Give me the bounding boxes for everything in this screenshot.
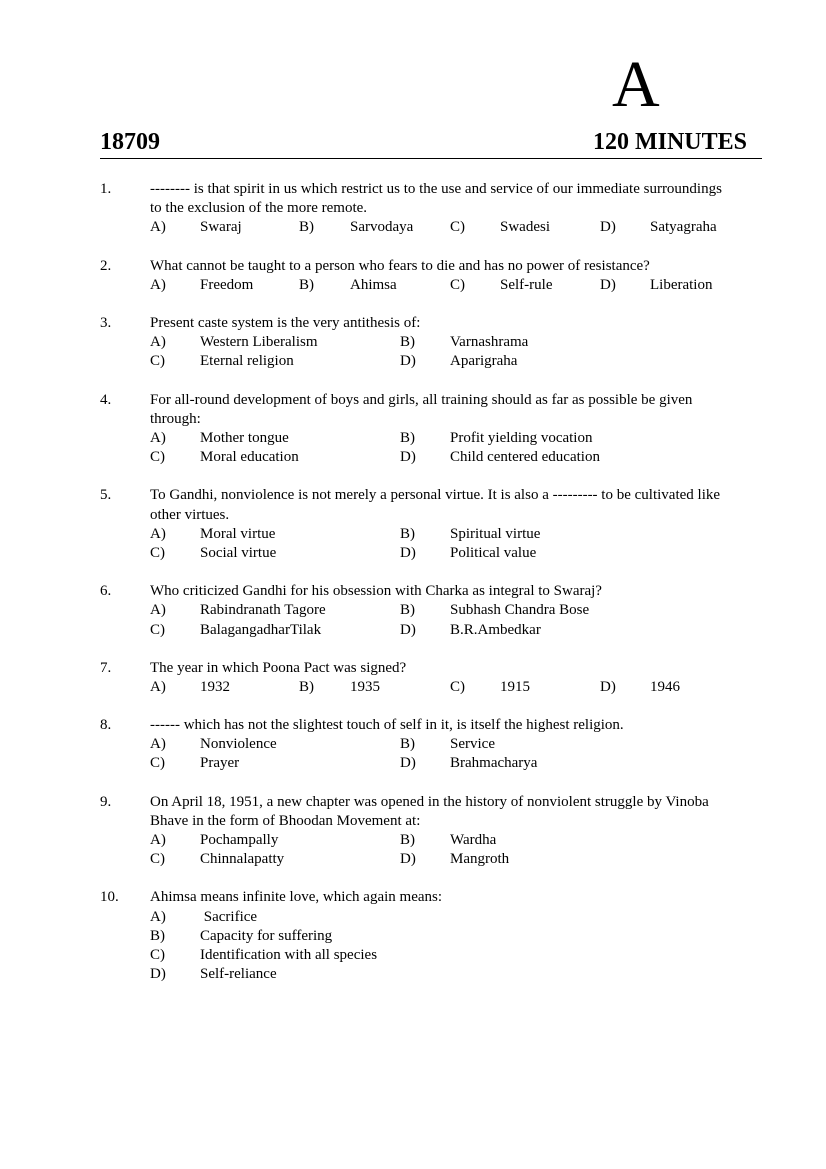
option-row: [0, 218, 826, 237]
option-label: B): [400, 736, 415, 753]
option-label: B): [299, 276, 314, 293]
option-row: [0, 965, 826, 984]
option-label: C): [150, 353, 165, 370]
option-row: [0, 678, 826, 697]
option-label: B): [400, 429, 415, 446]
question-number: 3.: [100, 314, 112, 331]
option-row: [0, 831, 826, 850]
question-text: ------ which has not the slightest touch of self in it, is itself the highest religion.: [150, 717, 624, 734]
option-label: D): [600, 276, 616, 293]
option-row: [0, 352, 826, 371]
option-row: [0, 946, 826, 965]
option-row: [0, 735, 826, 754]
question-text: To Gandhi, nonviolence is not merely a personal virtue. It is also a --------- to be cultivated like other virtues.: [150, 487, 721, 523]
option-text: Self-rule: [500, 276, 553, 293]
option-label: A): [150, 602, 166, 619]
option-text: Nonviolence: [200, 736, 277, 753]
option-text: Ahimsa: [350, 276, 397, 293]
option-text: B.R.Ambedkar: [450, 621, 541, 638]
option-row: [0, 850, 826, 869]
question-number: 8.: [100, 717, 112, 734]
question-item: [0, 659, 826, 697]
question-number: 10.: [100, 889, 119, 906]
option-label: A): [150, 525, 166, 542]
option-label: A): [150, 429, 166, 446]
question-text: Present caste system is the very antithesis of:: [150, 314, 421, 331]
option-row: [0, 544, 826, 563]
option-label: A): [150, 276, 166, 293]
option-label: C): [150, 755, 165, 772]
option-label: C): [150, 544, 165, 561]
question-text: On April 18, 1951, a new chapter was opened in the history of nonviolent struggle by Vinoba Bhave in the form of Bhoodan Movement at:: [150, 793, 709, 829]
header-divider: [100, 158, 762, 159]
question-item: [0, 716, 826, 774]
option-text: Capacity for suffering: [200, 927, 333, 944]
question-text: -------- is that spirit in us which restrict us to the use and service of our immediate surroundings to the exclusion of the more remote.: [150, 181, 722, 217]
option-text: Chinnalapatty: [200, 851, 285, 868]
option-label: B): [150, 927, 165, 944]
question-text: Who criticized Gandhi for his obsession with Charka as integral to Swaraj?: [150, 583, 602, 600]
question-number: 2.: [100, 257, 112, 274]
option-text: Service: [450, 736, 495, 753]
option-text: Aparigraha: [450, 353, 518, 370]
option-label: B): [400, 602, 415, 619]
option-label: C): [450, 219, 465, 236]
question-list: [0, 180, 826, 1003]
option-row: [0, 448, 826, 467]
option-text: BalagangadharTilak: [200, 621, 322, 638]
question-number: 9.: [100, 793, 112, 810]
option-label: D): [400, 621, 416, 638]
question-item: [0, 314, 826, 372]
option-label: C): [450, 678, 465, 695]
option-text: Political value: [450, 544, 537, 561]
option-label: C): [150, 449, 165, 466]
option-text: Moral education: [200, 449, 299, 466]
option-row: [0, 621, 826, 640]
paper-code: 18709: [100, 129, 160, 155]
option-row: [0, 927, 826, 946]
option-row: [0, 908, 826, 927]
question-text: For all-round development of boys and girls, all training should as far as possible be given through:: [150, 391, 693, 427]
option-text: Spiritual virtue: [450, 525, 541, 542]
option-label: D): [400, 544, 416, 561]
option-label: A): [150, 736, 166, 753]
option-label: A): [150, 908, 166, 925]
option-label: C): [150, 947, 165, 964]
option-text: Pochampally: [200, 832, 279, 849]
option-label: D): [400, 851, 416, 868]
question-item: [0, 391, 826, 468]
option-text: Rabindranath Tagore: [200, 602, 326, 619]
option-label: D): [600, 219, 616, 236]
option-text: Satyagraha: [650, 219, 717, 236]
option-row: [0, 333, 826, 352]
option-text: Swadesi: [500, 219, 550, 236]
question-number: 7.: [100, 659, 112, 676]
option-label: B): [299, 678, 314, 695]
option-row: [0, 601, 826, 620]
option-text: Varnashrama: [450, 334, 529, 351]
option-text: 1915: [500, 678, 530, 695]
option-label: D): [400, 353, 416, 370]
option-text: Sacrifice: [200, 908, 258, 925]
option-text: Mangroth: [450, 851, 510, 868]
option-text: Sarvodaya: [350, 219, 414, 236]
question-item: [0, 888, 826, 984]
exam-duration: 120 MINUTES: [592, 129, 747, 155]
option-text: Brahmacharya: [450, 755, 538, 772]
option-label: B): [400, 334, 415, 351]
option-label: B): [400, 525, 415, 542]
option-label: D): [600, 678, 616, 695]
question-item: [0, 257, 826, 295]
question-number: 1.: [100, 181, 112, 197]
option-text: Self-reliance: [200, 966, 277, 983]
option-label: D): [400, 755, 416, 772]
option-label: C): [150, 851, 165, 868]
question-number: 5.: [100, 487, 112, 504]
option-text: Identification with all species: [200, 947, 378, 964]
question-item: [0, 582, 826, 640]
option-label: D): [400, 449, 416, 466]
option-text: 1946: [650, 678, 680, 695]
question-item: [0, 486, 826, 563]
option-label: A): [150, 678, 166, 695]
option-label: A): [150, 832, 166, 849]
option-text: Wardha: [450, 832, 497, 849]
question-text: The year in which Poona Pact was signed?: [150, 659, 407, 676]
paper-series-letter: A: [612, 48, 660, 121]
option-text: Subhash Chandra Bose: [450, 602, 590, 619]
option-label: B): [299, 219, 314, 236]
option-text: Freedom: [200, 276, 254, 293]
option-label: D): [150, 966, 166, 983]
option-label: B): [400, 832, 415, 849]
question-number: 4.: [100, 391, 112, 408]
option-text: Eternal religion: [200, 353, 294, 370]
option-label: C): [150, 621, 165, 638]
option-text: 1935: [350, 678, 380, 695]
option-text: 1932: [200, 678, 230, 695]
question-text: Ahimsa means infinite love, which again means:: [150, 889, 443, 906]
question-text: What cannot be taught to a person who fears to die and has no power of resistance?: [150, 257, 650, 274]
option-text: Swaraj: [200, 219, 242, 236]
option-text: Moral virtue: [200, 525, 276, 542]
option-row: [0, 754, 826, 773]
option-text: Liberation: [650, 276, 713, 293]
option-row: [0, 276, 826, 295]
option-row: [0, 429, 826, 448]
option-label: C): [450, 276, 465, 293]
option-text: Social virtue: [200, 544, 277, 561]
option-row: [0, 525, 826, 544]
question-item: [0, 180, 826, 238]
option-label: A): [150, 334, 166, 351]
question-number: 6.: [100, 583, 112, 600]
option-text: Profit yielding vocation: [450, 429, 593, 446]
option-text: Western Liberalism: [200, 334, 318, 351]
option-label: A): [150, 219, 166, 236]
option-text: Prayer: [200, 755, 240, 772]
option-text: Mother tongue: [200, 429, 289, 446]
option-text: Child centered education: [450, 449, 600, 466]
question-item: [0, 793, 826, 870]
